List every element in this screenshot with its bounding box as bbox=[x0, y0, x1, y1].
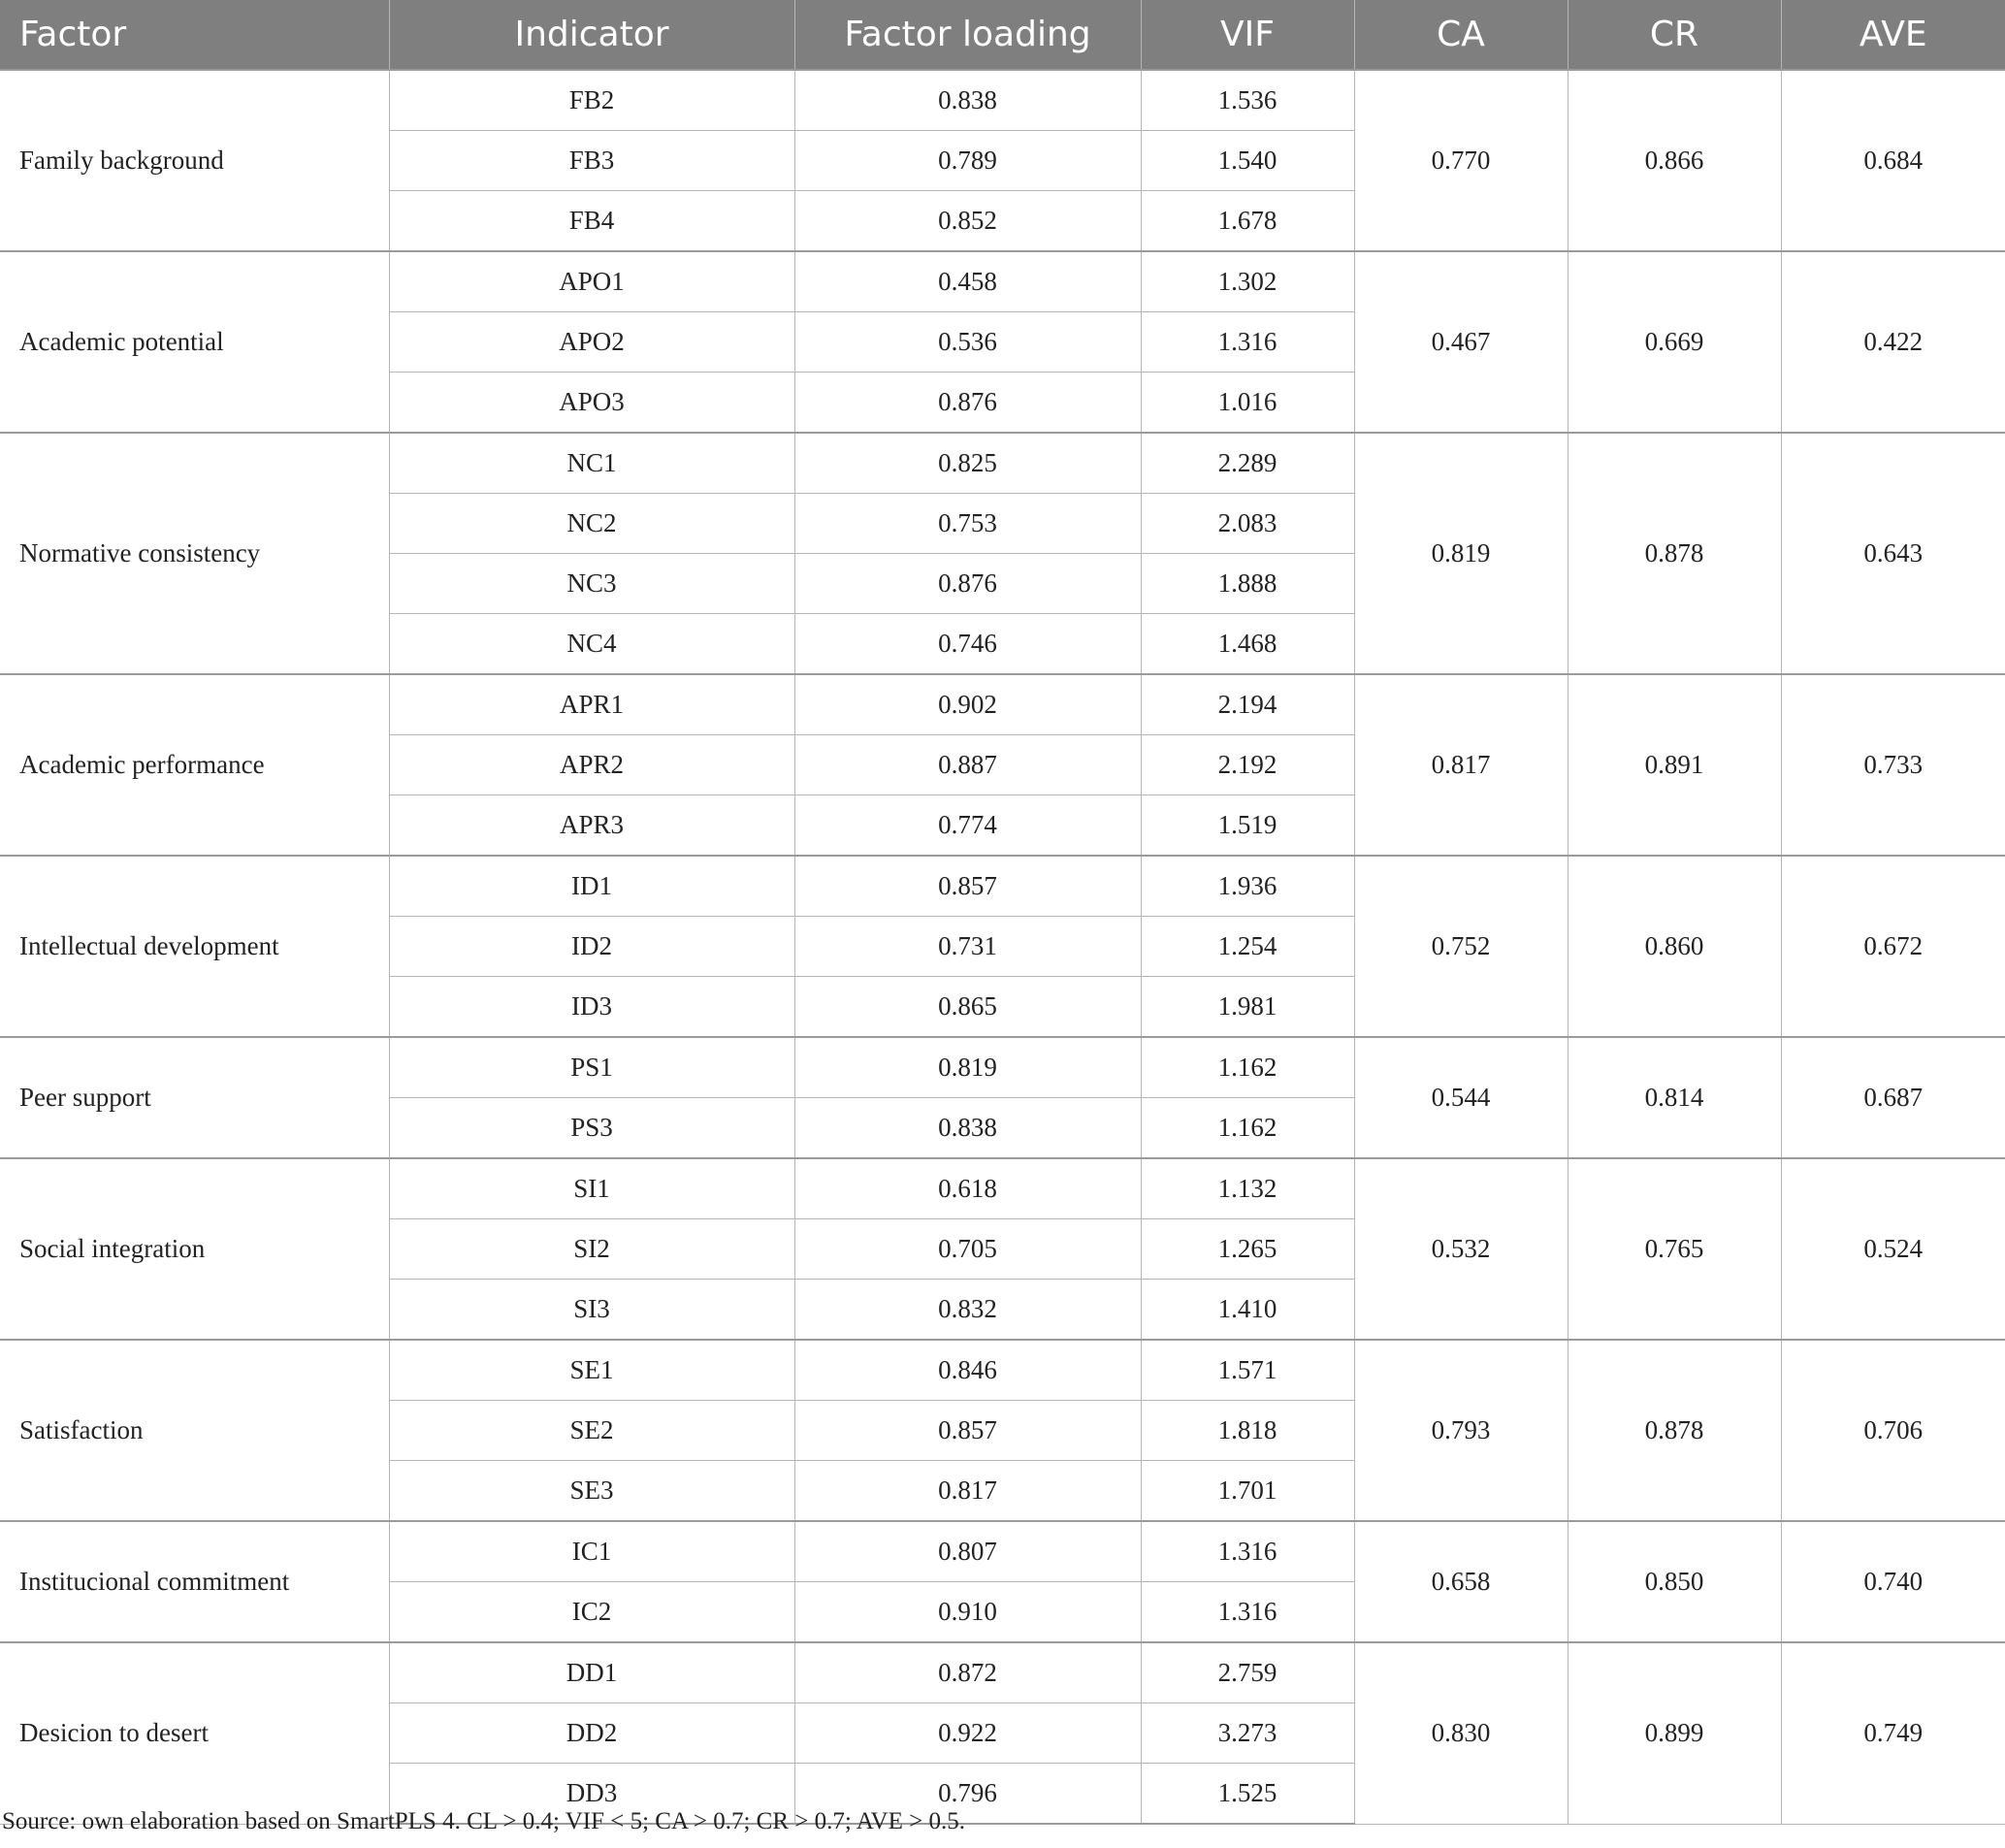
cr-cell: 0.860 bbox=[1568, 856, 1781, 1037]
table-row bbox=[0, 433, 2005, 494]
indicator-cell: ID3 bbox=[389, 977, 794, 1038]
table-row bbox=[0, 1521, 2005, 1582]
vif-cell: 2.192 bbox=[1141, 735, 1354, 795]
factor-loading-cell: 0.910 bbox=[794, 1582, 1141, 1643]
vif-cell: 1.678 bbox=[1141, 191, 1354, 252]
cr-cell: 0.669 bbox=[1568, 251, 1781, 433]
factor-cell: Normative consistency bbox=[0, 433, 389, 674]
indicator-cell: APO2 bbox=[389, 312, 794, 373]
header-ca: CA bbox=[1354, 0, 1568, 70]
vif-cell: 1.132 bbox=[1141, 1158, 1354, 1219]
vif-cell: 1.519 bbox=[1141, 795, 1354, 857]
vif-cell: 1.888 bbox=[1141, 554, 1354, 614]
factor-loading-cell: 0.857 bbox=[794, 856, 1141, 917]
table-row bbox=[0, 70, 2005, 131]
vif-cell: 1.016 bbox=[1141, 373, 1354, 434]
ave-cell: 0.643 bbox=[1781, 433, 2005, 674]
vif-cell: 1.162 bbox=[1141, 1098, 1354, 1159]
factor-loading-cell: 0.789 bbox=[794, 131, 1141, 191]
indicator-cell: PS1 bbox=[389, 1037, 794, 1098]
ave-cell: 0.524 bbox=[1781, 1158, 2005, 1340]
vif-cell: 1.410 bbox=[1141, 1280, 1354, 1341]
indicator-cell: FB3 bbox=[389, 131, 794, 191]
indicator-cell: APO3 bbox=[389, 373, 794, 434]
factor-loading-cell: 0.774 bbox=[794, 795, 1141, 857]
header-factor-loading: Factor loading bbox=[794, 0, 1141, 70]
factor-loading-cell: 0.872 bbox=[794, 1642, 1141, 1703]
indicator-cell: SE2 bbox=[389, 1401, 794, 1461]
ave-cell: 0.672 bbox=[1781, 856, 2005, 1037]
indicator-cell: SE1 bbox=[389, 1340, 794, 1401]
indicator-cell: IC2 bbox=[389, 1582, 794, 1643]
vif-cell: 1.818 bbox=[1141, 1401, 1354, 1461]
factor-loading-cell: 0.746 bbox=[794, 614, 1141, 675]
factor-loading-cell: 0.753 bbox=[794, 494, 1141, 554]
table-body bbox=[0, 70, 2005, 1824]
factor-loading-cell: 0.838 bbox=[794, 1098, 1141, 1159]
vif-cell: 1.701 bbox=[1141, 1461, 1354, 1522]
factor-loading-cell: 0.876 bbox=[794, 554, 1141, 614]
factor-loading-cell: 0.825 bbox=[794, 433, 1141, 494]
header-row bbox=[0, 0, 2005, 70]
ca-cell: 0.532 bbox=[1354, 1158, 1568, 1340]
factor-loading-cell: 0.832 bbox=[794, 1280, 1141, 1341]
cr-cell: 0.765 bbox=[1568, 1158, 1781, 1340]
vif-cell: 2.194 bbox=[1141, 674, 1354, 735]
factor-cell: Academic potential bbox=[0, 251, 389, 433]
factor-cell: Institucional commitment bbox=[0, 1521, 389, 1642]
factor-loading-cell: 0.857 bbox=[794, 1401, 1141, 1461]
factor-loading-cell: 0.838 bbox=[794, 70, 1141, 131]
cr-cell: 0.891 bbox=[1568, 674, 1781, 856]
ca-cell: 0.658 bbox=[1354, 1521, 1568, 1642]
factor-loading-cell: 0.731 bbox=[794, 917, 1141, 977]
factor-loading-cell: 0.846 bbox=[794, 1340, 1141, 1401]
source-note: Source: own elaboration based on SmartPLS 4. CL > 0.4; VIF < 5; CA > 0.7; CR > 0.7; AVE > 0.5. bbox=[2, 1808, 965, 1834]
ca-cell: 0.817 bbox=[1354, 674, 1568, 856]
indicator-cell: FB4 bbox=[389, 191, 794, 252]
ca-cell: 0.752 bbox=[1354, 856, 1568, 1037]
vif-cell: 1.936 bbox=[1141, 856, 1354, 917]
indicator-cell: DD2 bbox=[389, 1703, 794, 1764]
indicator-cell: SI2 bbox=[389, 1219, 794, 1280]
factor-loading-cell: 0.876 bbox=[794, 373, 1141, 434]
factor-loading-cell: 0.887 bbox=[794, 735, 1141, 795]
cr-cell: 0.899 bbox=[1568, 1642, 1781, 1824]
ca-cell: 0.544 bbox=[1354, 1037, 1568, 1158]
vif-cell: 1.265 bbox=[1141, 1219, 1354, 1280]
cr-cell: 0.814 bbox=[1568, 1037, 1781, 1158]
factor-loading-cell: 0.536 bbox=[794, 312, 1141, 373]
table-row bbox=[0, 856, 2005, 917]
indicator-cell: DD1 bbox=[389, 1642, 794, 1703]
table-row bbox=[0, 1340, 2005, 1401]
header-ave: AVE bbox=[1781, 0, 2005, 70]
ave-cell: 0.749 bbox=[1781, 1642, 2005, 1824]
table-row bbox=[0, 1037, 2005, 1098]
vif-cell: 1.536 bbox=[1141, 70, 1354, 131]
factor-loading-cell: 0.865 bbox=[794, 977, 1141, 1038]
vif-cell: 1.525 bbox=[1141, 1764, 1354, 1825]
ca-cell: 0.793 bbox=[1354, 1340, 1568, 1521]
table-row bbox=[0, 1158, 2005, 1219]
factor-cell: Satisfaction bbox=[0, 1340, 389, 1521]
ave-cell: 0.687 bbox=[1781, 1037, 2005, 1158]
header-cr: CR bbox=[1568, 0, 1781, 70]
indicator-cell: DD3 bbox=[389, 1764, 794, 1825]
vif-cell: 1.316 bbox=[1141, 312, 1354, 373]
indicator-cell: IC1 bbox=[389, 1521, 794, 1582]
indicator-cell: SI3 bbox=[389, 1280, 794, 1341]
header-factor: Factor bbox=[0, 0, 389, 70]
vif-cell: 2.759 bbox=[1141, 1642, 1354, 1703]
factor-loading-cell: 0.618 bbox=[794, 1158, 1141, 1219]
vif-cell: 1.254 bbox=[1141, 917, 1354, 977]
indicator-cell: SE3 bbox=[389, 1461, 794, 1522]
ave-cell: 0.740 bbox=[1781, 1521, 2005, 1642]
indicator-cell: FB2 bbox=[389, 70, 794, 131]
indicator-cell: NC1 bbox=[389, 433, 794, 494]
vif-cell: 2.289 bbox=[1141, 433, 1354, 494]
ave-cell: 0.706 bbox=[1781, 1340, 2005, 1521]
factor-loading-cell: 0.817 bbox=[794, 1461, 1141, 1522]
indicator-cell: APR1 bbox=[389, 674, 794, 735]
factor-loading-cell: 0.458 bbox=[794, 251, 1141, 312]
ave-cell: 0.684 bbox=[1781, 70, 2005, 251]
vif-cell: 1.162 bbox=[1141, 1037, 1354, 1098]
cr-cell: 0.878 bbox=[1568, 433, 1781, 674]
factor-cell: Peer support bbox=[0, 1037, 389, 1158]
factor-loading-cell: 0.705 bbox=[794, 1219, 1141, 1280]
ave-cell: 0.733 bbox=[1781, 674, 2005, 856]
table-row bbox=[0, 251, 2005, 312]
indicator-cell: NC3 bbox=[389, 554, 794, 614]
cr-cell: 0.850 bbox=[1568, 1521, 1781, 1642]
ca-cell: 0.830 bbox=[1354, 1642, 1568, 1824]
indicator-cell: PS3 bbox=[389, 1098, 794, 1159]
cr-cell: 0.878 bbox=[1568, 1340, 1781, 1521]
ca-cell: 0.770 bbox=[1354, 70, 1568, 251]
ave-cell: 0.422 bbox=[1781, 251, 2005, 433]
factor-cell: Desicion to desert bbox=[0, 1642, 389, 1824]
factor-loading-cell: 0.807 bbox=[794, 1521, 1141, 1582]
table-row bbox=[0, 1642, 2005, 1703]
vif-cell: 1.302 bbox=[1141, 251, 1354, 312]
factor-loading-cell: 0.922 bbox=[794, 1703, 1141, 1764]
indicator-cell: SI1 bbox=[389, 1158, 794, 1219]
vif-cell: 2.083 bbox=[1141, 494, 1354, 554]
vif-cell: 1.316 bbox=[1141, 1521, 1354, 1582]
vif-cell: 1.316 bbox=[1141, 1582, 1354, 1643]
header-indicator: Indicator bbox=[389, 0, 794, 70]
table-row bbox=[0, 674, 2005, 735]
vif-cell: 3.273 bbox=[1141, 1703, 1354, 1764]
header-vif: VIF bbox=[1141, 0, 1354, 70]
indicator-cell: APR3 bbox=[389, 795, 794, 857]
indicator-cell: NC4 bbox=[389, 614, 794, 675]
ca-cell: 0.467 bbox=[1354, 251, 1568, 433]
factor-cell: Intellectual development bbox=[0, 856, 389, 1037]
factor-cell: Social integration bbox=[0, 1158, 389, 1340]
vif-cell: 1.571 bbox=[1141, 1340, 1354, 1401]
factor-loading-cell: 0.852 bbox=[794, 191, 1141, 252]
factor-loading-cell: 0.819 bbox=[794, 1037, 1141, 1098]
indicator-cell: ID1 bbox=[389, 856, 794, 917]
indicator-cell: APO1 bbox=[389, 251, 794, 312]
indicator-cell: APR2 bbox=[389, 735, 794, 795]
vif-cell: 1.540 bbox=[1141, 131, 1354, 191]
factor-loading-cell: 0.796 bbox=[794, 1764, 1141, 1825]
factor-cell: Academic performance bbox=[0, 674, 389, 856]
indicator-cell: ID2 bbox=[389, 917, 794, 977]
vif-cell: 1.468 bbox=[1141, 614, 1354, 675]
indicator-cell: NC2 bbox=[389, 494, 794, 554]
cr-cell: 0.866 bbox=[1568, 70, 1781, 251]
vif-cell: 1.981 bbox=[1141, 977, 1354, 1038]
factor-loading-cell: 0.902 bbox=[794, 674, 1141, 735]
factor-cell: Family background bbox=[0, 70, 389, 251]
ca-cell: 0.819 bbox=[1354, 433, 1568, 674]
